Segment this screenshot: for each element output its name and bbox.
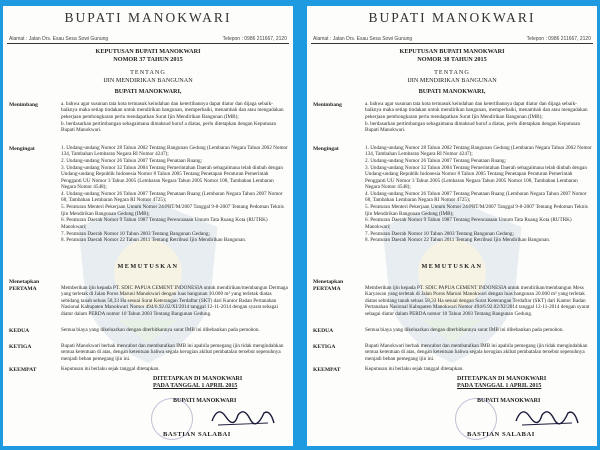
list-item: a. bahwa agar susunan tata kota termasuk keindahan dan ketertibannya dapat diatur dan dijaga sebaik-baiknya maka setiap tindakan untuk mendirikan bangunan, memperbaiki, menambah dan atau mengadakan pekerjaan pembongkaran perlu mendapatkan Surat Ijin Mendirikan Bangunan (IMB);: [61, 101, 284, 120]
menetapkan-label: Menetapkan: [9, 279, 40, 285]
keempat-label: KEEMPAT: [313, 367, 341, 373]
decree-page-38: [307, 6, 597, 446]
handwritten-signature-icon: [208, 401, 278, 429]
letterhead-address: Alamat : Jalan Drs. Esau Sesa Sowi Gunung: [313, 36, 413, 42]
decree-subject: IJIN MENDIRIKAN BANGUNAN: [103, 77, 193, 84]
mengingat-list: [365, 145, 593, 244]
memutuskan-heading: MEMUTUSKAN: [421, 263, 483, 270]
keempat-text: [61, 366, 289, 373]
menimbang-label: Menimbang: [9, 102, 38, 108]
list-item: a. bahwa agar susunan tata kota termasuk keindahan dan ketertibannya dapat diatur dan dijaga sebaik-baiknya maka setiap tindakan untuk mendirikan bangunan, memperbaiki, menambah dan atau mengadakan pekerjaan pembongkaran perlu mendapatkan Surat Ijin Mendirikan Bangunan (IMB);: [365, 101, 588, 120]
list-item: 8. Peraturan Daerah Nomor 22 Tahun 2011 Tentang Retribusi Ijin Mendirikan Bangunan.: [61, 237, 247, 244]
kedua-text: [365, 327, 593, 334]
letterhead-title: BUPATI MANOKWARI: [64, 10, 232, 25]
letterhead-telephone: Telepon : 0986 211667, 2120: [222, 36, 287, 42]
list-item: 2. Undang-undang Nomor 26 Tahun 2007 Tentang Penataan Ruang;: [61, 158, 202, 165]
list-item: Memberikan ijin kepada PT. SDIC PAPUA CEMENT INDONESIA untuk mendirikan/membangun Dermaga yang terletak di Jalan Poros Maruni Manokwari dengan luas bangunan 10.000 m² yang terletak diatas sebidang tanah seluas 58,33 Ha sesuai Surat Keterangan Terdaftar (SKT) dari Kantor Badan Pertanahan Nasional Kabupaten Manokwari Nomor 494/6.92.02/XI/2014 tanggal 12-11-2014 dengan syarat sebagai diatur dalam PERDA nomor 10 Tahun 2003 Tentang Bangunan Gedung.: [61, 285, 288, 317]
list-item: 3. Undang-undang Nomor 32 Tahun 2004 Tentang Pemerintahan Daerah sebagaimana telah diubah dengan Undang-undang Republik Indonesia Nomor 8 Tahun 2005 Tentang Penetapan Peraturan Pemerintah Pengganti UU Nomor 3 Tahun 2005 (Lembaran Negara Tahun 2005 Nomor 108, Tambahan Lembaran Negara Nomor 4548);: [61, 165, 283, 191]
letterhead-divider: [7, 43, 289, 44]
letterhead-title: BUPATI MANOKWARI: [368, 10, 536, 25]
decree-page-37: [3, 6, 293, 446]
decree-about: TENTANG: [130, 69, 166, 76]
list-item: 6. Peraturan Daerah Nomor 9 Tahun 1987 Tentang Perencanaan Umum Tata Ruang Kota (RUTRK) Manokwari;: [365, 217, 572, 230]
list-item: Keputusan ini berlaku sejak tanggal ditetapkan.: [365, 366, 464, 372]
letterhead-divider: [311, 43, 593, 44]
menimbang-list: [61, 101, 289, 134]
list-item: 6. Peraturan Daerah Nomor 9 Tahun 1987 Tentang Perencanaan Umum Tata Ruang Kota (RUTRK) Manokwari;: [61, 217, 268, 230]
ketiga-label: KETIGA: [313, 344, 336, 350]
mengingat-label: Mengingat: [313, 146, 339, 152]
list-item: 4. Undang-undang Nomor 26 Tahun 2007 Tentang Penataan Ruang (Lembaran Negara Tahun 2007 Nomor 68, Tambahan Lembaran Negara RI Nomor 4725);: [365, 191, 587, 204]
list-item: 7. Peraturan Daerah Nomor 10 Tahun 2003 Tentang Bangunan Gedung;: [61, 230, 210, 237]
list-item: 8. Peraturan Daerah Nomor 22 Tahun 2011 Tentang Retribusi Ijin Mendirikan Bangunan.: [365, 237, 551, 244]
signature-date: PADA TANGGAL 1 APRIL 2015: [457, 383, 542, 389]
mengingat-list: [61, 145, 289, 244]
list-item: 5. Peraturan Menteri Pekerjaan Umum Nomor 24/PRT/M/2007 Tanggal 9-8-2007 Tentang Pedoman Teknis Ijin Mendirikan Bangunan Gedung (IMB);: [365, 204, 588, 217]
kedua-label: KEDUA: [9, 328, 30, 334]
letterhead-telephone: Telepon : 0986 211667, 2120: [526, 36, 591, 42]
signatory-name: BASTIAN SALABAI: [467, 431, 535, 438]
pertama-label: PERTAMA: [313, 286, 341, 292]
list-item: Bupati Manokwari berhak mencabut dan membatalkan IMB ini apabila pemegang ijin tidak mengindahkan semua ketentuan di atas, dengan ketentuan bahwa segala kerugian akibat pembatalan tersebut sepenuhnya menjadi beban pemegang ijin ini.: [61, 343, 284, 362]
menimbang-list: [365, 101, 593, 134]
list-item: 1. Undang-undang Nomor 28 Tahun 2002 Tentang Bangunan Gedung (Lembaran Negara Tahun 2002 Nomor 134, Tambahan Lembaran Negara RI Nomor 4247);: [365, 145, 592, 158]
list-item: b. berdasarkan pertimbangan sebagaimana dimaksud huruf a diatas, perlu ditetapkan dengan Keputusan Bupati Manokwari.: [61, 120, 277, 134]
ketiga-text: [61, 343, 289, 363]
memutuskan-heading: MEMUTUSKAN: [117, 263, 179, 270]
signature-place: DITETAPKAN DI MANOKWARI: [457, 376, 547, 382]
mengingat-label: Mengingat: [9, 146, 35, 152]
ketiga-label: KETIGA: [9, 344, 32, 350]
ketiga-text: [365, 343, 593, 363]
letterhead-address: Alamat : Jalan Drs. Esau Sesa Sowi Gunung: [9, 36, 109, 42]
pertama-label: PERTAMA: [9, 286, 37, 292]
decree-number: NOMOR 37 TAHUN 2015: [113, 56, 183, 63]
kedua-label: KEDUA: [313, 328, 334, 334]
decree-title: KEPUTUSAN BUPATI MANOKWARI: [399, 48, 505, 55]
decree-issuer: BUPATI MANOKWARI,: [114, 88, 182, 95]
list-item: 5. Peraturan Menteri Pekerjaan Umum Nomor 24/PRT/M/2007 Tanggal 9-8-2007 Tentang Pedoman Teknis Ijin Mendirikan Bangunan Gedung (IMB);: [61, 204, 284, 217]
list-item: Keputusan ini berlaku sejak tanggal ditetapkan.: [61, 366, 160, 372]
decree-issuer: BUPATI MANOKWARI,: [418, 88, 486, 95]
list-item: 3. Undang-undang Nomor 32 Tahun 2004 Tentang Pemerintahan Daerah sebagaimana telah diubah dengan Undang-undang Republik Indonesia Nomor 8 Tahun 2005 Tentang Penetapan Peraturan Pemerintah Pengganti UU Nomor 3 Tahun 2005 (Lembaran Negara Tahun 2005 Nomor 108, Tambahan Lembaran Negara Nomor 4548);: [365, 165, 587, 191]
decree-title: KEPUTUSAN BUPATI MANOKWARI: [95, 48, 201, 55]
pertama-text: [61, 285, 289, 317]
pertama-text: [365, 285, 593, 317]
list-item: Bupati Manokwari berhak mencabut dan membatalkan IMB ini apabila pemegang ijin tidak mengindahkan semua ketentuan di atas, dengan ketentuan bahwa segala kerugian akibat pembatalan tersebut sepenuhnya menjadi beban pemegang ijin ini.: [365, 343, 588, 362]
signature-office: BUPATI MANOKWARI: [173, 398, 237, 404]
signature-place: DITETAPKAN DI MANOKWARI: [153, 376, 243, 382]
kedua-text: [61, 327, 289, 334]
menetapkan-label: Menetapkan: [313, 279, 344, 285]
list-item: 1. Undang-undang Nomor 28 Tahun 2002 Tentang Bangunan Gedung (Lembaran Negara Tahun 2002 Nomor 134, Tambahan Lembaran Negara RI Nomor 4247);: [61, 145, 288, 158]
list-item: Memberikan ijin kepada PT. SDIC PAPUA CEMENT INDONESIA untuk mendirikan/membangun Mess Karyawan yang terletak di Jalan Poros Maruni Manokwari dengan luas bangunan 20.000 m² yang terletak diatas sebidang tanah seluas 58,33 Ha sesuai dengan Surat Keterangan Terdaftar (SKT) dari Kantor Badan Pertanahan Nasional Kabupaten Manokwari Nomor 494/6.92.02/XI/2014 tanggal 12-11-2014 dengan syarat sebagai diatur dalam PERDA nomor 10 Tahun 2003 Tentang Bangunan Gedung.: [365, 285, 590, 317]
decree-subject: IJIN MENDIRIKAN BANGUNAN: [407, 77, 497, 84]
list-item: Semua biaya yang dikeluarkan dengan diterbitkannya surat IMB ini dibebankan pada pemohon.: [365, 327, 564, 333]
list-item: b. berdasarkan pertimbangan sebagaimana dimaksud huruf a diatas, perlu ditetapkan dengan Keputusan Bupati Manokwari.: [365, 120, 581, 134]
list-item: Semua biaya yang dikeluarkan dengan diterbitkannya surat IMB ini dibebankan pada pemohon.: [61, 327, 260, 333]
handwritten-signature-icon: [512, 401, 582, 429]
list-item: 4. Undang-undang Nomor 26 Tahun 2007 Tentang Penataan Ruang (Lembaran Negara Tahun 2007 Nomor 68, Tambahan Lembaran Negara RI Nomor 4725);: [61, 191, 283, 204]
signatory-name: BASTIAN SALABAI: [163, 431, 231, 438]
list-item: 2. Undang-undang Nomor 26 Tahun 2007 Tentang Penataan Ruang;: [365, 158, 506, 165]
menimbang-label: Menimbang: [313, 102, 342, 108]
signature-date: PADA TANGGAL 1 APRIL 2015: [153, 383, 238, 389]
decree-number: NOMOR 38 TAHUN 2015: [417, 56, 487, 63]
keempat-label: KEEMPAT: [9, 367, 37, 373]
keempat-text: [365, 366, 593, 373]
list-item: 7. Peraturan Daerah Nomor 10 Tahun 2003 Tentang Bangunan Gedung;: [365, 230, 514, 237]
signature-office: BUPATI MANOKWARI: [477, 398, 541, 404]
decree-about: TENTANG: [434, 69, 470, 76]
